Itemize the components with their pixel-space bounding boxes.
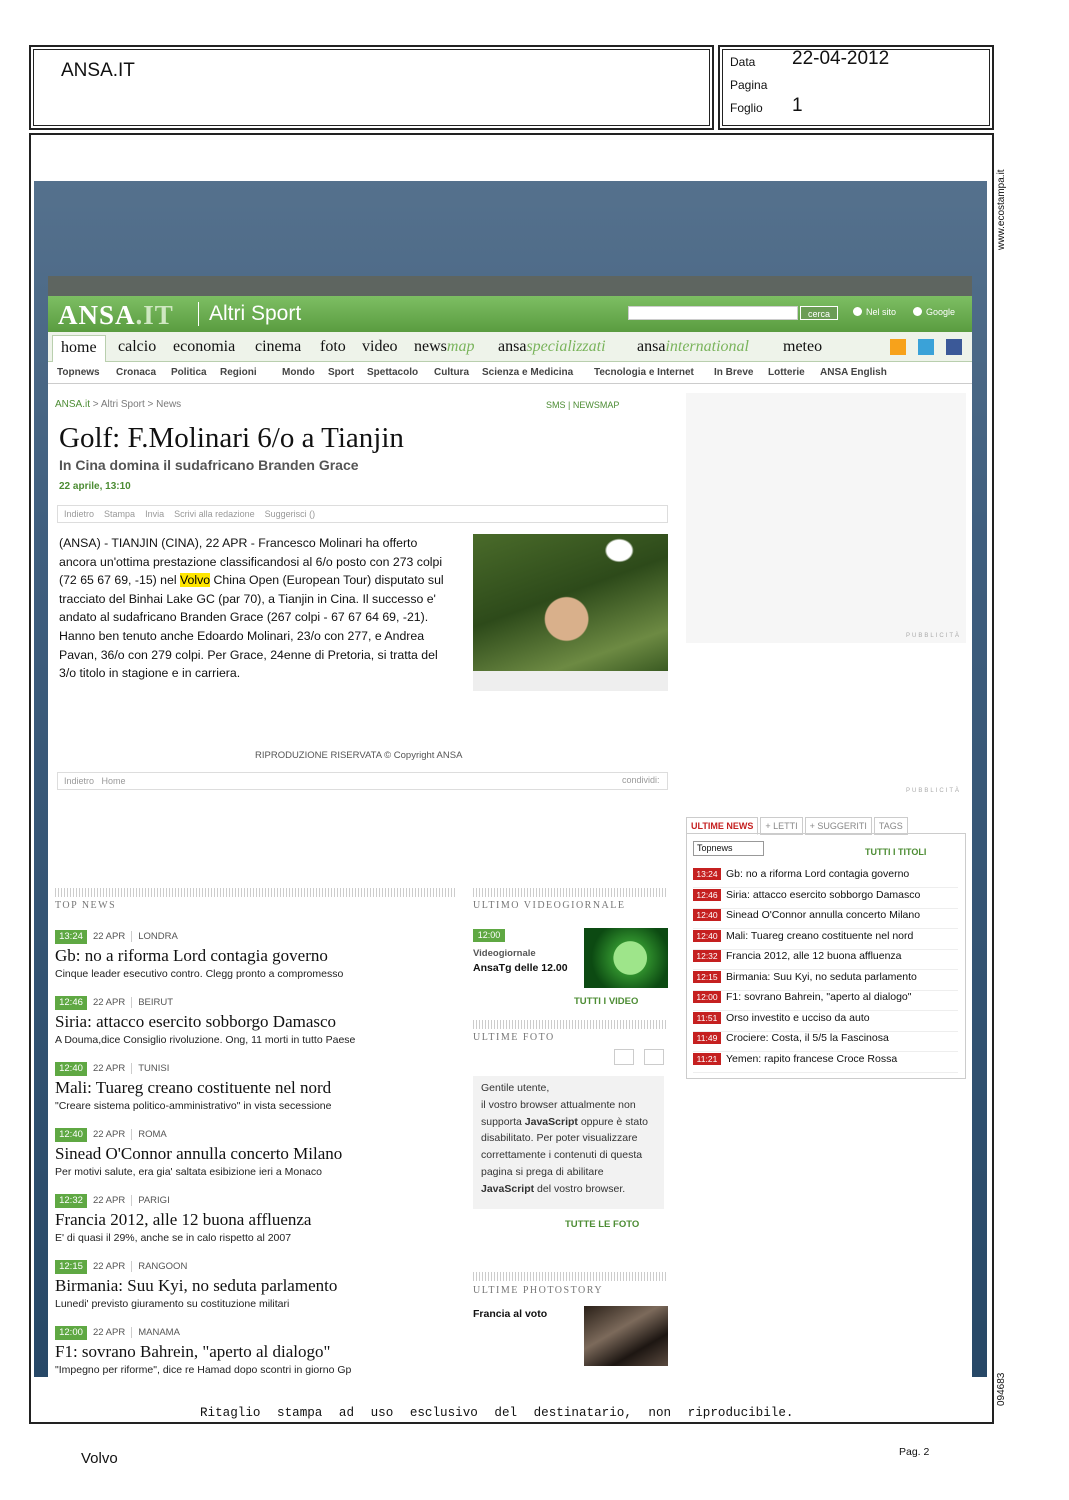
topnews-title: TOP NEWS bbox=[55, 900, 117, 911]
news-tabs bbox=[686, 816, 910, 834]
sub-nav bbox=[48, 362, 972, 384]
prev-arrow-icon[interactable] bbox=[614, 1049, 634, 1065]
photostory-thumbnail[interactable] bbox=[584, 1306, 668, 1366]
ultime-news-item[interactable]: 11:49 Crociere: Costa, il 5/5 la Fascinosa bbox=[693, 1032, 958, 1052]
tutte-foto-link[interactable]: TUTTE LE FOTO bbox=[565, 1219, 640, 1230]
tool-back[interactable]: Indietro bbox=[64, 509, 95, 519]
video-thumbnail[interactable] bbox=[584, 928, 668, 988]
publication-header bbox=[29, 45, 714, 130]
news-select[interactable]: Topnews bbox=[693, 841, 764, 856]
subnav-scienza[interactable]: Scienza e Medicina bbox=[482, 367, 574, 378]
tab-cinema[interactable]: cinema bbox=[255, 338, 302, 355]
side-url: www.ecostampa.it bbox=[996, 169, 1007, 250]
data-value: 22-04-2012 bbox=[792, 48, 890, 69]
main-nav bbox=[48, 332, 972, 362]
twitter-icon[interactable] bbox=[918, 339, 934, 355]
copyright: RIPRODUZIONE RISERVATA © Copyright ANSA bbox=[255, 750, 463, 761]
subnav-cultura[interactable]: Cultura bbox=[434, 367, 469, 378]
subnav-english[interactable]: ANSA English bbox=[820, 367, 887, 378]
tool-back-bottom[interactable]: Indietro bbox=[64, 776, 95, 786]
topnews-item[interactable]: 12:15 22 APR RANGOON Birmania: Suu Kyi, no seduta parlamento Lunedi' previsto giuramento su costituzione militari bbox=[55, 1261, 338, 1310]
footer-disclaimer: Ritaglio stampa ad uso esclusivo del destinatario, non riproducibile. bbox=[200, 1406, 794, 1420]
subnav-sport[interactable]: Sport bbox=[328, 367, 355, 378]
tool-write[interactable]: Scrivi alla redazione bbox=[174, 509, 255, 519]
video-label: Videogiornale bbox=[473, 948, 536, 959]
ultime-news-item[interactable]: 12:15 Birmania: Suu Kyi, no seduta parlamento bbox=[693, 971, 958, 991]
ultime-news-item[interactable]: 12:00 F1: sovrano Bahrein, "aperto al dialogo" bbox=[693, 991, 958, 1011]
next-arrow-icon[interactable] bbox=[644, 1049, 664, 1065]
radio-site[interactable]: Nel sito bbox=[853, 307, 896, 317]
subnav-spettacolo[interactable]: Spettacolo bbox=[367, 367, 419, 378]
divider bbox=[473, 1020, 668, 1029]
ultime-news-item[interactable]: 11:51 Orso investito e ucciso da auto bbox=[693, 1012, 958, 1032]
article-photo[interactable] bbox=[473, 534, 668, 671]
ultime-news-item[interactable]: 12:40 Mali: Tuareg creano costituente nel nord bbox=[693, 930, 958, 950]
site-header bbox=[48, 296, 972, 332]
side-code: 094683 bbox=[996, 1372, 1007, 1406]
tab-newsmap[interactable]: newsmap bbox=[414, 338, 475, 355]
topnews-item[interactable]: 12:40 22 APR TUNISI Mali: Tuareg creano costituente nel nord "Creare sistema politico-amministrativo" in vista secessione bbox=[55, 1063, 332, 1112]
topnews-item[interactable]: 13:24 22 APR LONDRA Gb: no a riforma Lord contagia governo Cinque leader esecutivo contro. Clegg pronto a compromesso bbox=[55, 931, 344, 980]
tab-calcio[interactable]: calcio bbox=[118, 338, 157, 355]
photostory-title: ULTIME PHOTOSTORY bbox=[473, 1285, 604, 1296]
tab-suggeriti[interactable]: + SUGGERITI bbox=[805, 817, 872, 835]
tool-home[interactable]: Home bbox=[101, 776, 126, 786]
article-title: Golf: F.Molinari 6/o a Tianjin bbox=[59, 422, 404, 454]
topnews-item[interactable]: 12:32 22 APR PARIGI Francia 2012, alle 12 buona affluenza E' di quasi il 29%, anche se in calo rispetto al 2007 bbox=[55, 1195, 312, 1244]
divider bbox=[473, 888, 668, 897]
ansa-logo[interactable]: ANSA.IT bbox=[58, 300, 174, 330]
ultime-news-item[interactable]: 11:21 Yemen: rapito francese Croce Rossa bbox=[693, 1053, 958, 1073]
photostory-caption[interactable]: Francia al voto bbox=[473, 1308, 548, 1320]
ad-label: PUBBLICITÀ bbox=[906, 633, 962, 639]
facebook-icon[interactable] bbox=[946, 339, 962, 355]
article-tools bbox=[57, 505, 668, 523]
browser-topbar bbox=[48, 276, 972, 296]
ultime-news-item[interactable]: 12:32 Francia 2012, alle 12 buona affluenza bbox=[693, 950, 958, 970]
tutti-video-link[interactable]: TUTTI I VIDEO bbox=[574, 996, 639, 1007]
ultime-news-item[interactable]: 13:24 Gb: no a riforma Lord contagia governo bbox=[693, 868, 958, 888]
tab-home[interactable]: home bbox=[52, 335, 106, 362]
tab-tags[interactable]: TAGS bbox=[874, 817, 908, 835]
video-headline[interactable]: AnsaTg delle 12.00 bbox=[473, 962, 568, 974]
divider bbox=[473, 1272, 668, 1281]
article-tools-bottom bbox=[57, 772, 668, 790]
subnav-politica[interactable]: Politica bbox=[171, 367, 207, 378]
share-label: condividi: bbox=[622, 775, 660, 785]
tab-letti[interactable]: + LETTI bbox=[760, 817, 802, 835]
foglio-value: 1 bbox=[792, 95, 803, 116]
tool-print[interactable]: Stampa bbox=[104, 509, 136, 519]
video-title: ULTIMO VIDEOGIORNALE bbox=[473, 900, 626, 911]
page-number: Pag. 2 bbox=[899, 1446, 930, 1458]
publication-name: ANSA.IT bbox=[61, 60, 135, 81]
zoom-icon[interactable] bbox=[473, 671, 668, 691]
tab-ansaspecializzati[interactable]: ansaspecializzati bbox=[498, 338, 606, 355]
data-label: Data bbox=[730, 55, 756, 69]
keyword: Volvo bbox=[81, 1450, 118, 1467]
pagina-label: Pagina bbox=[730, 78, 768, 92]
subnav-mondo[interactable]: Mondo bbox=[282, 367, 315, 378]
subnav-topnews[interactable]: Topnews bbox=[57, 367, 100, 378]
javascript-notice: Gentile utente, il vostro browser attualmente non supporta JavaScript oppure è stato disabilitato. Per poter visualizzare correttamente i contenuti di questa pagina si prega di abilitare JavaScript del vostro browser. bbox=[473, 1076, 664, 1209]
breadcrumb: ANSA.it > Altri Sport > News bbox=[55, 399, 182, 410]
foto-title: ULTIME FOTO bbox=[473, 1032, 555, 1043]
divider bbox=[55, 888, 455, 897]
subnav-tecnologia[interactable]: Tecnologia e Internet bbox=[594, 367, 694, 378]
radio-google[interactable]: Google bbox=[913, 307, 955, 317]
tab-ansainternational[interactable]: ansainternational bbox=[637, 338, 749, 355]
subnav-regioni[interactable]: Regioni bbox=[220, 367, 257, 378]
tab-foto[interactable]: foto bbox=[320, 338, 346, 355]
ultime-news-item[interactable]: 12:40 Sinead O'Connor annulla concerto Milano bbox=[693, 909, 958, 929]
subnav-cronaca[interactable]: Cronaca bbox=[116, 367, 157, 378]
topnews-item[interactable]: 12:40 22 APR ROMA Sinead O'Connor annulla concerto Milano Per motivi salute, era gia' saltata esibizione ieri a Monaco bbox=[55, 1129, 343, 1178]
tab-video[interactable]: video bbox=[362, 338, 398, 355]
search-input[interactable] bbox=[628, 306, 798, 320]
ultime-news-item[interactable]: 12:46 Siria: attacco esercito sobborgo Damasco bbox=[693, 889, 958, 909]
web-page bbox=[48, 276, 972, 1377]
tool-send[interactable]: Invia bbox=[145, 509, 165, 519]
subnav-inbreve[interactable]: In Breve bbox=[714, 367, 754, 378]
section-title: Altri Sport bbox=[198, 302, 301, 326]
tab-ultime-news[interactable]: ULTIME NEWS bbox=[686, 817, 758, 835]
foglio-label: Foglio bbox=[730, 101, 763, 115]
tool-suggest[interactable]: Suggerisci () bbox=[264, 509, 316, 519]
search-button[interactable]: cerca bbox=[800, 306, 838, 320]
tab-meteo[interactable]: meteo bbox=[783, 338, 823, 355]
ad-label-2: PUBBLICITÀ bbox=[906, 788, 962, 794]
tab-economia[interactable]: economia bbox=[173, 338, 236, 355]
topnews-item[interactable]: 12:00 22 APR MANAMA F1: sovrano Bahrein, "aperto al dialogo" "Impegno per riforme", dice re Hamad dopo scontri in giorno Gp bbox=[55, 1327, 352, 1376]
meta-box bbox=[718, 45, 994, 130]
subnav-lotterie[interactable]: Lotterie bbox=[768, 367, 805, 378]
video-time: 12:00 bbox=[473, 929, 505, 942]
tutti-titoli-link[interactable]: TUTTI I TITOLI bbox=[865, 847, 927, 857]
rss-icon[interactable] bbox=[890, 339, 906, 355]
article-subtitle: In Cina domina il sudafricano Branden Grace bbox=[59, 457, 359, 473]
breadcrumb-home[interactable]: ANSA.it bbox=[55, 399, 91, 410]
article-body: (ANSA) - TIANJIN (CINA), 22 APR - Francesco Molinari ha offerto ancora un'ottima prestazione classificandosi al 6/o posto con 273 colpi (72 65 67 69, -15) nel Volvo China Open (European Tour) disputato sul tracciato del Binhai Lake GC (par 70), a Tianjin in Cina. Il successo e' andato al sudafricano Branden Grace (267 colpi - 67 67 64 69, -21). Hanno ben tenuto anche Edoardo Molinari, 23/o con 277, e Andrea Pavan, 36/o con 279 colpi. Per Grace, 24enne di Pretoria, si tratta del 3/o titolo in stagione e in carriera. bbox=[59, 536, 444, 681]
sms-newsmap[interactable]: SMS | NEWSMAP bbox=[546, 400, 620, 410]
topnews-item[interactable]: 12:46 22 APR BEIRUT Siria: attacco esercito sobborgo Damasco A Douma,dice Consiglio rivoluzione. Ong, 11 morti in tutto Paese bbox=[55, 997, 356, 1046]
article-date: 22 aprile, 13:10 bbox=[59, 481, 131, 492]
ultime-news-box bbox=[686, 833, 966, 1079]
ad-box[interactable] bbox=[686, 393, 966, 643]
